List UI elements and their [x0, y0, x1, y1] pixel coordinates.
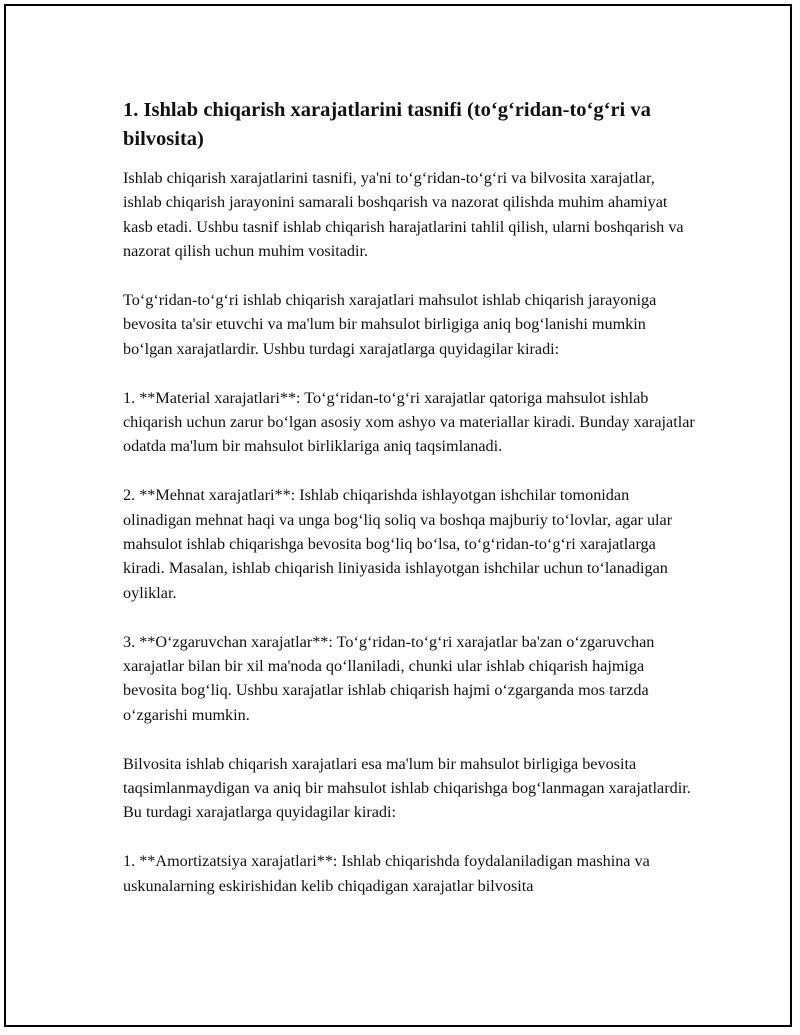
paragraph-material-costs: 1. **Material xarajatlari**: To‘g‘ridan-to‘g‘ri xarajatlar qatoriga mahsulot ishlab chiqarish uchun zarur bo‘lgan asosiy xom ashyo va materiallar kiradi. Bunday xarajatlar odatda ma'lum bir mahsulot birliklariga aniq taqsimlanadi. [123, 388, 695, 456]
document-body [123, 96, 695, 922]
paragraph-variable-costs: 3. **O‘zgaruvchan xarajatlar**: To‘g‘ridan-to‘g‘ri xarajatlar ba'zan o‘zgaruvchan xarajatlar bilan bir xil ma'noda qo‘llaniladi, chunki ular ishlab chiqarish hajmiga bevosita bog‘liq. Ushbu xarajatlar ishlab chiqarish hajmi o‘zgarganda mos tarzda o‘zgarishi mumkin. [123, 632, 655, 724]
paragraph-intro: Ishlab chiqarish xarajatlarini tasnifi, ya'ni to‘g‘ridan-to‘g‘ri va bilvosita xarajatlar, ishlab chiqarish jarayonini samarali boshqarish va nazorat qilishda muhim ahamiyat kasb etadi. Ushbu tasnif ishlab chiqarish harajatlarini tahlil qilish, ularni boshqarish va nazorat qilish uchun muhim vositadir. [123, 169, 684, 261]
paragraph-labor-costs: 2. **Mehnat xarajatlari**: Ishlab chiqarishda ishlayotgan ishchilar tomonidan olinadigan mehnat haqi va unga bog‘liq soliq va boshqa majburiy to‘lovlar, agar ular mahsulot ishlab chiqarishga bevosita bog‘liq bo‘lsa, to‘g‘ridan-to‘g‘ri xarajatlarga kiradi. Masalan, ishlab chiqarish liniyasida ishlayotgan ishchilar uchun to‘lanadigan oyliklar. [123, 486, 673, 602]
paragraph-direct-costs: To‘g‘ridan-to‘g‘ri ishlab chiqarish xarajatlari mahsulot ishlab chiqarish jarayoniga bevosita ta'sir etuvchi va ma'lum bir mahsulot birligiga aniq bog‘lanishi mumkin bo‘lgan xarajatlardir. Ushbu turdagi xarajatlarga quyidagilar kiradi: [123, 291, 657, 358]
paragraph-indirect-costs: Bilvosita ishlab chiqarish xarajatlari esa ma'lum bir mahsulot birligiga bevosita taqsimlanmaydigan va aniq bir mahsulot ishlab chiqarishga bog‘lanmagan xarajatlardir. Bu turdagi xarajatlarga quyidagilar kiradi: [123, 754, 691, 822]
document-title: 1. Ishlab chiqarish xarajatlarini tasnifi (to‘g‘ridan-to‘g‘ri va bilvosita) [123, 99, 651, 150]
document-page [4, 4, 792, 1027]
paragraph-depreciation-costs: 1. **Amortizatsiya xarajatlari**: Ishlab chiqarishda foydalaniladigan mashina va uskunalarning eskirishidan kelib chiqadigan xarajatlar bilvosita [123, 852, 650, 895]
